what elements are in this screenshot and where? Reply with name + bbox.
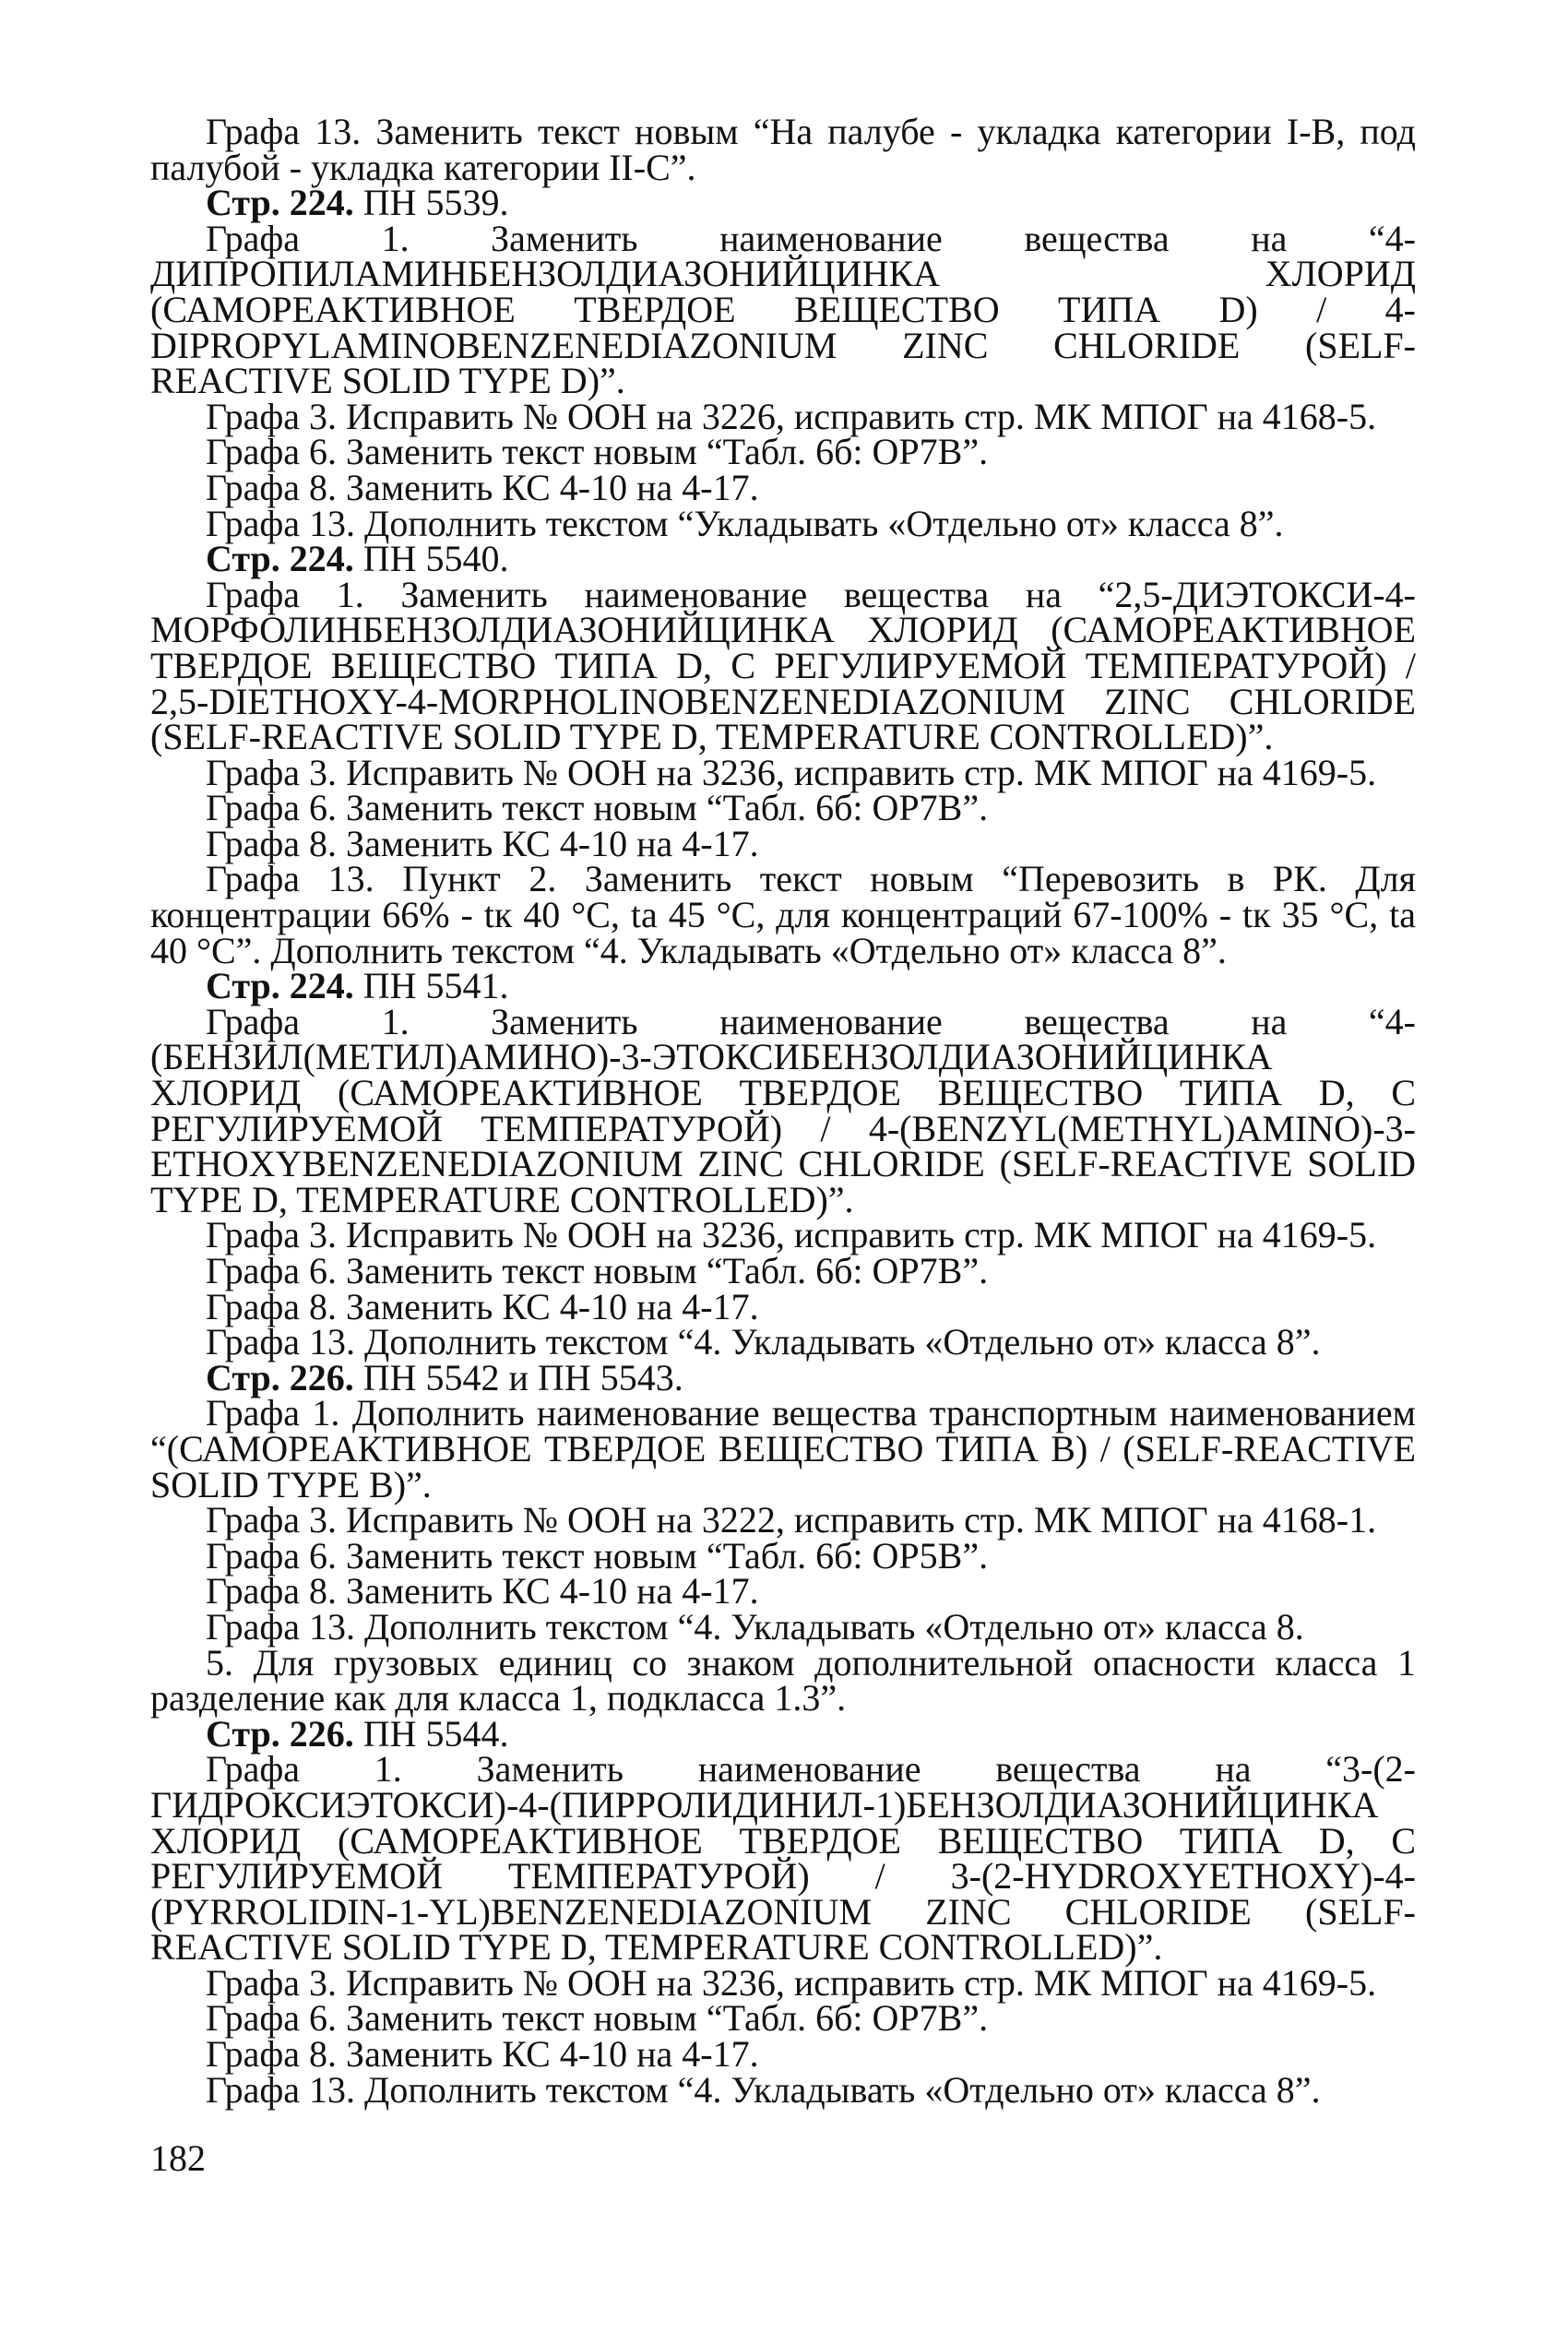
amendment-line: Графа 6. Заменить текст новым “Табл. 6б: OP7B”. (206, 431, 989, 473)
amendment-line: Графа 6. Заменить текст новым “Табл. 6б: OP7B”. (206, 787, 989, 829)
amendment-line: Графа 1. Заменить наименование вещества на “3-(2-ГИДРОКСИЭТОКСИ)-4-(ПИРРОЛИДИНИЛ-1)БЕНЗОЛДИАЗОНИЙЦИНКА ХЛОРИД (САМОРЕАКТИВНОЕ ТВЕРДОЕ ВЕЩЕСТВО ТИПА D, С РЕГУЛИРУЕМОЙ ТЕМПЕРАТУРОЙ) / 3-(2-HYDROXYETHOXY)-4-(PYRROLIDIN-1-YL)BENZENEDIAZONIUM ZINC CHLORIDE (SELF-REACTIVE SOLID TYPE D, TEMPERATURE CONTROLLED)”. (150, 1748, 1416, 1969)
amendment-line: Графа 8. Заменить КС 4-10 на 4-17. (206, 1285, 759, 1327)
amendment-line: Графа 8. Заменить КС 4-10 на 4-17. (206, 822, 759, 864)
entry-reference: ПН 5539. (362, 182, 509, 224)
amendment-line: Графа 1. Заменить наименование вещества на “4-ДИПРОПИЛАМИНБЕНЗОЛДИАЗОНИЙЦИНКА ХЛОРИД (САМОРЕАКТИВНОЕ ТВЕРДОЕ ВЕЩЕСТВО ТИПА D) / 4-DIPROPYLAMINOBENZENEDIAZONIUM ZINC CHLORIDE (SELF-REACTIVE SOLID TYPE D)”. (150, 217, 1416, 402)
amendment-line: Графа 8. Заменить КС 4-10 на 4-17. (206, 2033, 759, 2076)
amendment-line: Графа 6. Заменить текст новым “Табл. 6б: OP7B”. (206, 1997, 989, 2040)
section-heading (150, 538, 1416, 580)
amendment-line: Графа 1. Заменить наименование вещества на “2,5-ДИЭТОКСИ-4-МОРФОЛИНБЕНЗОЛДИАЗОНИЙЦИНКА ХЛОРИД (САМОРЕАКТИВНОЕ ТВЕРДОЕ ВЕЩЕСТВО ТИПА D, С РЕГУЛИРУЕМОЙ ТЕМПЕРАТУРОЙ) / 2,5-DIETHOXY-4-MORPHOLINOBENZENEDIAZONIUM ZINC CHLORIDE (SELF-REACTIVE SOLID TYPE D, TEMPERATURE CONTROLLED)”. (150, 573, 1416, 758)
entry-reference: ПН 5540. (362, 538, 509, 580)
page-reference: Стр. 224. (206, 182, 354, 224)
section-heading (150, 1712, 1416, 1755)
page-reference: Стр. 226. (206, 1712, 354, 1755)
amendment-line: Графа 1. Дополнить наименование вещества транспортным наименованием “(САМОРЕАКТИВНОЕ ТВЕРДОЕ ВЕЩЕСТВО ТИПА B) / (SELF-REACTIVE SOLID TYPE B)”. (150, 1392, 1416, 1505)
amendment-line: Графа 13. Дополнить текстом “4. Укладывать «Отдельно от» класса 8”. (206, 1321, 1321, 1363)
amendment-line: Графа 13. Пункт 2. Заменить текст новым “Перевозить в РК. Для концентрации 66% - tк 40 °С, tа 45 °С, для концентраций 67-100% - tк 35 °С, tа 40 °С”. Дополнить текстом “4. Укладывать «Отдельно от» класса 8”. (150, 858, 1416, 971)
section-heading (150, 1356, 1416, 1398)
page-reference: Стр. 224. (206, 538, 354, 580)
page-reference: Стр. 226. (206, 1356, 354, 1398)
amendment-line: Графа 8. Заменить КС 4-10 на 4-17. (206, 466, 759, 508)
amendment-line: Графа 3. Исправить № ООН на 3226, исправить стр. МК МПОГ на 4168-5. (206, 395, 1377, 437)
amendment-line: Графа 3. Исправить № ООН на 3236, исправить стр. МК МПОГ на 4169-5. (206, 1961, 1377, 2004)
entry-reference: ПН 5542 и ПН 5543. (362, 1356, 683, 1398)
amendment-line: Графа 3. Исправить № ООН на 3236, исправить стр. МК МПОГ на 4169-5. (206, 751, 1377, 793)
amendment-line: Графа 3. Исправить № ООН на 3236, исправить стр. МК МПОГ на 4169-5. (206, 1214, 1377, 1256)
amendment-line: Графа 13. Дополнить текстом “4. Укладывать «Отдельно от» класса 8”. (206, 2068, 1321, 2111)
section-heading (150, 182, 1416, 224)
amendment-line: Графа 13. Дополнить текстом “4. Укладывать «Отдельно от» класса 8. (206, 1605, 1304, 1648)
intro-paragraph: Графа 13. Заменить текст новым “На палубе - укладка категории I-B, под палубой - укладка категории II-C”. (150, 111, 1416, 188)
amendment-line: Графа 3. Исправить № ООН на 3222, исправить стр. МК МПОГ на 4168-1. (206, 1499, 1377, 1541)
amendment-line: 5. Для грузовых единиц со знаком дополнительной опасности класса 1 разделение как для класса 1, подкласса 1.3”. (150, 1641, 1416, 1719)
entry-reference: ПН 5544. (362, 1712, 509, 1755)
page-reference: Стр. 224. (206, 965, 354, 1007)
entry-reference: ПН 5541. (362, 965, 509, 1007)
page-number: 182 (150, 2137, 206, 2179)
section-heading (150, 965, 1416, 1007)
amendment-line: Графа 8. Заменить КС 4-10 на 4-17. (206, 1570, 759, 1612)
amendment-line: Графа 6. Заменить текст новым “Табл. 6б: OP7B”. (206, 1250, 989, 1291)
amendment-line: Графа 13. Дополнить текстом “Укладывать «Отдельно от» класса 8”. (206, 502, 1284, 544)
document-body (150, 111, 1416, 2111)
amendment-line: Графа 6. Заменить текст новым “Табл. 6б: OP5B”. (206, 1534, 989, 1576)
amendment-line: Графа 1. Заменить наименование вещества на “4-(БЕНЗИЛ(МЕТИЛ)АМИНО)-3-ЭТОКСИБЕНЗОЛДИАЗОНИЙЦИНКА ХЛОРИД (САМОРЕАКТИВНОЕ ТВЕРДОЕ ВЕЩЕСТВО ТИПА D, С РЕГУЛИРУЕМОЙ ТЕМПЕРАТУРОЙ) / 4-(BENZYL(METHYL)AMINO)-3-ETHOXYBENZENEDIAZONIUM ZINC CHLORIDE (SELF-REACTIVE SOLID TYPE D, TEMPERATURE CONTROLLED)”. (150, 1000, 1416, 1220)
